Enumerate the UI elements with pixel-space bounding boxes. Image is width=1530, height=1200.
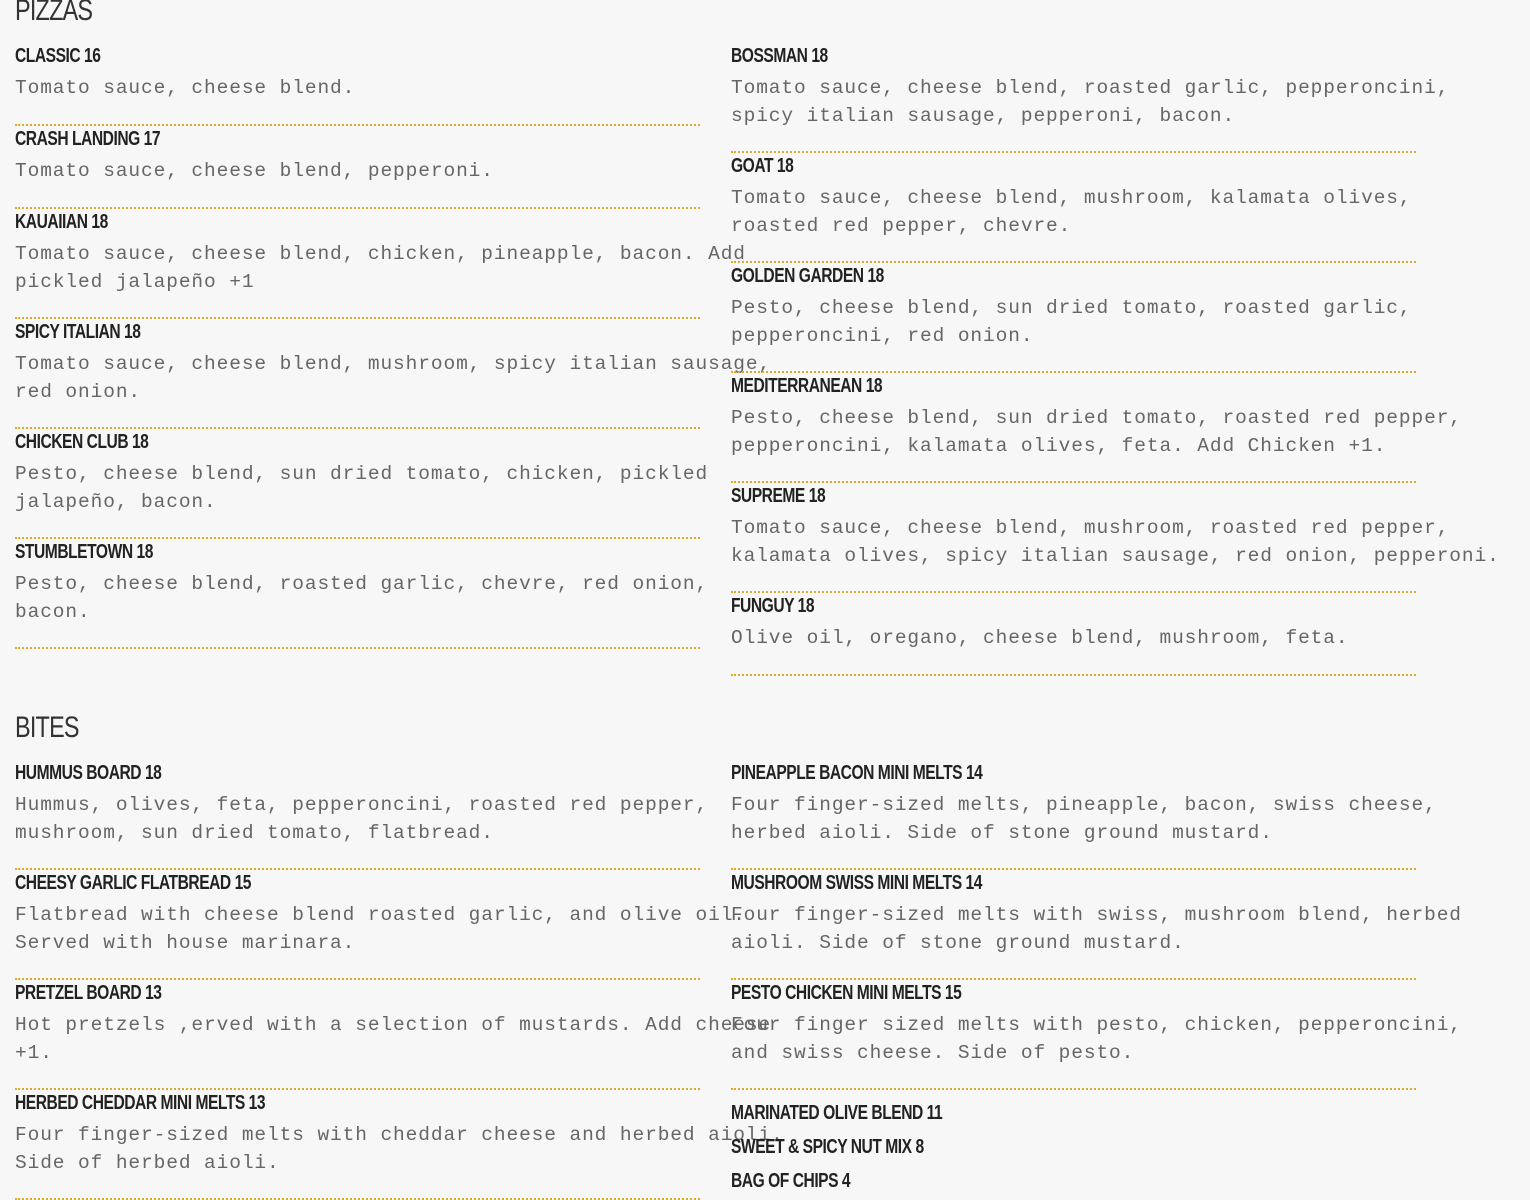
menu-item-description: Pesto, cheese blend, sun dried tomato, roasted garlic, pepperoncini, red onion. [731,297,1412,347]
menu-item-title: MUSHROOM SWISS MINI MELTS 14 [731,872,982,894]
menu-item-title: MARINATED OLIVE BLEND 11 [731,1102,943,1124]
menu-item-description: Tomato sauce, cheese blend. [15,77,356,99]
menu-item-title: BAG OF CHIPS 4 [731,1170,851,1192]
menu-item-title: MEDITERRANEAN 18 [731,375,883,397]
menu-item [15,209,746,319]
menu-item-description: Four finger-sized melts with swiss, mushroom blend, herbed aioli. Side of stone ground mustard. [731,904,1462,954]
menu-item [15,319,772,429]
menu-item-title: KAUAIIAN 18 [15,211,108,233]
menu-item-title: HUMMUS BOARD 18 [15,762,162,784]
menu-item [15,1090,784,1200]
menu-item [15,870,746,980]
section-title-pizzas: PIZZAS [15,0,93,27]
menu-item [731,263,1416,373]
menu-item-description: Pesto, cheese blend, sun dried tomato, chicken, pickled jalapeño, bacon. [15,463,709,513]
menu-item-title: HERBED CHEDDAR MINI MELTS 13 [15,1092,266,1114]
menu-item-title: PINEAPPLE BACON MINI MELTS 14 [731,762,983,784]
menu-item-title: CHEESY GARLIC FLATBREAD 15 [15,872,252,894]
menu-item-title: PRETZEL BOARD 13 [15,982,162,1004]
menu-item-description: Pesto, cheese blend, roasted garlic, chevre, red onion, bacon. [15,573,709,623]
menu-item [15,760,709,870]
menu-item-description: Four finger-sized melts with cheddar cheese and herbed aioli. Side of herbed aioli. [15,1124,784,1174]
menu-item-description: Hummus, olives, feta, pepperoncini, roasted red pepper, mushroom, sun dried tomato, flatbread. [15,794,709,844]
bites-left-column [15,760,784,1200]
pizzas-right-column [731,43,1500,676]
menu-item [731,43,1450,153]
menu-item [731,870,1462,980]
menu-item-description: Olive oil, oregano, cheese blend, mushroom, feta. [731,627,1349,649]
menu-item-description: Hot pretzels ,erved with a selection of mustards. Add cheese +1. [15,1014,772,1064]
menu-item [731,153,1416,263]
menu-item [731,593,1416,676]
menu-item-title: CHICKEN CLUB 18 [15,431,149,453]
menu-item-description: Tomato sauce, cheese blend, pepperoni. [15,160,494,182]
menu-item-title: BOSSMAN 18 [731,45,828,67]
menu-item [15,429,709,539]
menu-item [15,980,772,1090]
menu-item [15,539,709,649]
menu-item [731,1130,1416,1164]
menu-item-description: Four finger sized melts with pesto, chicken, pepperoncini, and swiss cheese. Side of pesto. [731,1014,1462,1064]
menu-item-description: Tomato sauce, cheese blend, mushroom, spicy italian sausage, red onion. [15,353,772,403]
menu-item-description: Tomato sauce, cheese blend, mushroom, kalamata olives, roasted red pepper, chevre. [731,187,1412,237]
menu-item-title: FUNGUY 18 [731,595,815,617]
menu-item-title: SWEET & SPICY NUT MIX 8 [731,1136,924,1158]
menu-item [731,980,1462,1090]
menu-item-title: PESTO CHICKEN MINI MELTS 15 [731,982,962,1004]
menu-item [731,1164,1416,1198]
menu-item-description: Tomato sauce, cheese blend, mushroom, roasted red pepper, kalamata olives, spicy italian sausage, red onion, pepperoni. [731,517,1500,567]
menu-item-description: Tomato sauce, cheese blend, roasted garlic, pepperoncini, spicy italian sausage, pepperoni, bacon. [731,77,1450,127]
menu-item [731,760,1437,870]
menu-item-description: Pesto, cheese blend, sun dried tomato, roasted red pepper, pepperoncini, kalamata olives, feta. Add Chicken +1. [731,407,1462,457]
menu-item-title: CRASH LANDING 17 [15,128,161,150]
menu-item-title: SUPREME 18 [731,485,826,507]
menu-item-title: STUMBLETOWN 18 [15,541,153,563]
menu-item [731,483,1500,593]
menu-item [15,43,700,126]
bites-right-column [731,760,1462,1198]
menu-item [15,126,700,209]
menu-item-description: Tomato sauce, cheese blend, chicken, pineapple, bacon. Add pickled jalapeño +1 [15,243,746,293]
menu-item-title: GOLDEN GARDEN 18 [731,265,884,287]
section-title-bites: BITES [15,711,79,744]
menu-item-title: GOAT 18 [731,155,794,177]
menu-item-title: CLASSIC 16 [15,45,101,67]
menu-item [731,373,1462,483]
menu-item-description: Four finger-sized melts, pineapple, bacon, swiss cheese, herbed aioli. Side of stone ground mustard. [731,794,1437,844]
menu-item-description: Flatbread with cheese blend roasted garlic, and olive oil. Served with house marinara. [15,904,746,954]
menu-item [731,1096,1416,1130]
menu-item-title: SPICY ITALIAN 18 [15,321,141,343]
